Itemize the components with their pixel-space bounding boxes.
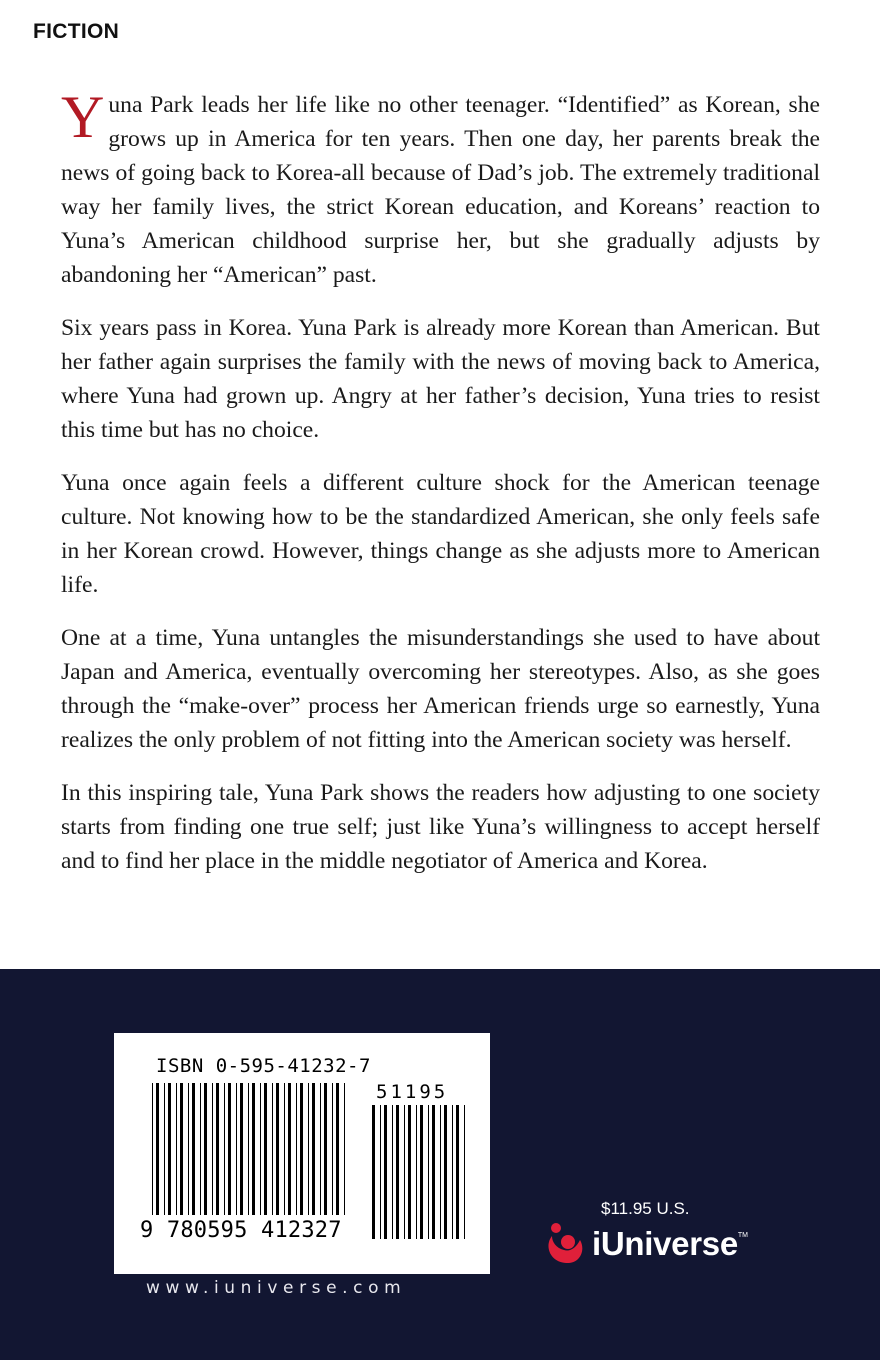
ean-barcode-bar xyxy=(164,1083,165,1215)
ean-barcode-bar xyxy=(308,1083,309,1215)
addon-barcode-bar xyxy=(444,1105,447,1239)
ean-barcode-bar xyxy=(204,1083,207,1215)
ean-barcode-bar xyxy=(276,1083,279,1215)
ean-barcode-bar xyxy=(344,1083,345,1215)
ean-barcode-bar xyxy=(336,1083,339,1215)
addon-barcode-bar xyxy=(428,1105,429,1239)
blurb-paragraph-1 xyxy=(61,84,820,292)
blurb-paragraph-1-text: una Park leads her life like no other teenager. “Identified” as Korean, she grows up in America for ten years. Then one day, her parents break the news of going back to Korea-all because of Dad’s job. The extremely traditional way her family lives, the strict Korean education, and Koreans’ reaction to Yuna’s American childhood surprise her, but she gradually adjusts by abandoning her “American” past. xyxy=(61,92,820,288)
ean-barcode-bar xyxy=(296,1083,297,1215)
ean-barcode-bar xyxy=(228,1083,231,1215)
ean-barcode-bar xyxy=(324,1083,327,1215)
isbn-label: ISBN 0-595-41232-7 xyxy=(156,1055,371,1077)
ean-barcode-bar xyxy=(320,1083,321,1215)
blurb-paragraph-4: One at a time, Yuna untangles the misunderstandings she used to have about Japan and America, eventually overcoming her stereotypes. Also, as she goes through the “make-over” process her American friends urge so earnestly, Yuna realizes the only problem of not fitting into the American society was herself. xyxy=(61,625,820,753)
ean-barcode-bar xyxy=(240,1083,243,1215)
ean-barcode-bar xyxy=(192,1083,195,1215)
ean-barcode-bar xyxy=(300,1083,303,1215)
blurb-paragraph-3: Yuna once again feels a different culture shock for the American teenage culture. Not knowing how to be the standardized American, she only feels safe in her Korean crowd. However, things change as she adjusts more to American life. xyxy=(61,470,820,598)
ean-barcode-bar xyxy=(156,1083,159,1215)
ean-barcode-bar xyxy=(312,1083,315,1215)
ean-barcode-bar xyxy=(272,1083,273,1215)
iuniverse-swirl-icon xyxy=(546,1222,586,1266)
addon-barcode-bar xyxy=(452,1105,453,1239)
publisher-name: iUniverse xyxy=(592,1225,738,1262)
ean-barcode-bar xyxy=(332,1083,333,1215)
ean-barcode-bar xyxy=(288,1083,291,1215)
ean-number: 9 780595 412327 xyxy=(140,1218,342,1243)
ean-barcode-bar xyxy=(176,1083,177,1215)
addon-barcode-bar xyxy=(384,1105,387,1239)
blurb xyxy=(61,84,820,897)
ean-barcode-bar xyxy=(200,1083,201,1215)
addon-barcode-bar xyxy=(456,1105,459,1239)
ean-barcode-bar xyxy=(264,1083,267,1215)
ean-barcode-bar xyxy=(252,1083,255,1215)
ean-barcode-bar xyxy=(284,1083,285,1215)
ean-barcode-bar xyxy=(168,1083,171,1215)
genre-label: FICTION xyxy=(33,20,120,43)
addon-barcode-bar xyxy=(432,1105,435,1239)
blurb-paragraph-5: In this inspiring tale, Yuna Park shows the readers how adjusting to one society starts from finding one true self; just like Yuna’s willingness to accept herself and to find her place in the middle negotiator of America and Korea. xyxy=(61,780,820,874)
addon-barcode-bar xyxy=(440,1105,441,1239)
ean-barcode-bar xyxy=(236,1083,237,1215)
addon-barcode-bar xyxy=(380,1105,381,1239)
ean-barcode-bar xyxy=(152,1083,153,1215)
addon-barcode-bar xyxy=(416,1105,417,1239)
addon-barcode-bar xyxy=(372,1105,375,1239)
blurb-paragraph-2: Six years pass in Korea. Yuna Park is already more Korean than American. But her father again surprises the family with the news of moving back to America, where Yuna had grown up. Angry at her father’s decision, Yuna tries to resist this time but has no choice. xyxy=(61,315,820,443)
addon-barcode-bar xyxy=(464,1105,465,1239)
ean-barcode-bar xyxy=(260,1083,261,1215)
addon-barcode-bar xyxy=(396,1105,399,1239)
ean-barcode-bar xyxy=(180,1083,183,1215)
drop-cap: Y xyxy=(61,84,105,150)
ean-barcode-bar xyxy=(216,1083,219,1215)
price-code: 51195 xyxy=(376,1081,449,1103)
ean-barcode-bar xyxy=(212,1083,213,1215)
trademark-mark: TM xyxy=(737,1232,748,1239)
ean-barcode-bar xyxy=(224,1083,225,1215)
website-url: www.iuniverse.com xyxy=(146,1278,407,1298)
addon-barcode-bar xyxy=(408,1105,411,1239)
price-label: $11.95 U.S. xyxy=(601,1199,690,1218)
addon-barcode-bar xyxy=(404,1105,405,1239)
ean-barcode-bar xyxy=(248,1083,249,1215)
addon-barcode-bar xyxy=(392,1105,393,1239)
ean-barcode-bar xyxy=(188,1083,189,1215)
addon-barcode-bar xyxy=(420,1105,423,1239)
publisher-logo xyxy=(546,1222,748,1266)
barcode-panel xyxy=(114,1033,490,1274)
